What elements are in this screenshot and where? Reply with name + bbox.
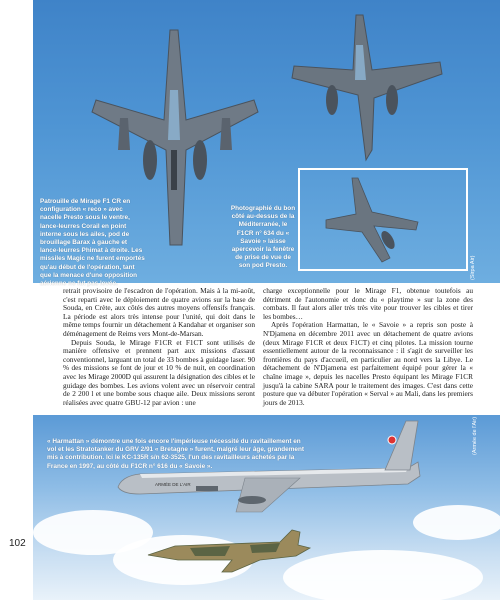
paragraph: retrait provisoire de l'escadron de l'opération. Mais à la mi-août, c'est reparti avec le déploiement de quatre avions sur la base de Souda, en Crète, aux côtés des autres moyens offensifs français. La période est alors très intense pour l'unité, qui doit dans le même temps fournir un détachement à Kandahar et organiser son déménagement de Reims vers Mont-de-Marsan. — [63, 286, 255, 338]
credit-top: (Sirpa Air) — [470, 255, 476, 280]
caption-top-left: Patrouille de Mirage F1 CR en configuration « reco » avec nacelle Presto sous le ventre, lance-leurres Corail en point interne sous les ailes, pod de brouillage Barax à gauche et lance-leurres Phimat à droite. Les missiles Magic ne furent emportés qu'au début de l'opération, tant que la menace d'une opposition aérienne ne fut pas levée. — [40, 198, 145, 288]
page-number: 102 — [9, 538, 26, 549]
paragraph: Après l'opération Harmattan, le « Savoie » a repris son poste à N'Djamena en décembre 2011 avec un détachement de quatre avions (deux Mirage F1CR et deux F1CT) et cinq pilotes. La mission tourne essentiellement autour de la reconnaissance : il s'agit de surveiller les frontières du pays d'accueil, en particulier au nord vers la Libye. Le détachement de N'Djamena est parfaitement équipé pour gérer la « chaîne image », depuis les nacelles Presto équipant les Mirage F1CR jusqu'à la cabine SARA pour le traitement des images. C'est dans cette posture que va débuter l'opération « Serval » au Mali, dans les premiers jours de 2013. — [263, 320, 473, 407]
tanker-marking: ARMÉE DE L'AIR — [155, 482, 191, 487]
mirage-jet-camo — [148, 530, 310, 572]
credit-bottom: (Armée de l'Air) — [472, 416, 478, 455]
paragraph: Depuis Souda, le Mirage F1CR et F1CT sont utilisés de manière offensive et prennent part aux missions d'assaut conventionnel, larguant un total de 33 bombes à guidage laser. 90 % des missions se font de jour et 10 % de nuit, en coordination avec les Mirage 2000D qui assurent la désignation des cibles et le guidage des bombes. Les avions volent avec un réservoir central de 2 200 l et une bombe sous chaque aile. Deux missions seront réalisées avec quatre GBU-12 par avion : une — [63, 337, 255, 407]
caption-inset: Photographié du bon côté au-dessus de la Méditerranée, le F1CR n° 634 du « Savoie » laisse apercevoir la fenêtre de prise de vue de son pod Presto. — [230, 205, 296, 270]
paragraph: charge exceptionnelle pour le Mirage F1, obtenue toutefois au détriment de l'autonomie et donc du « playtime » sur la zone des combats. Il faut alors aller très très vite pour trouver les cibles et tirer les bombes… — [263, 286, 473, 321]
caption-bottom: « Harmattan » démontre une fois encore l'impérieuse nécessité du ravitaillement en vol et les Stratotanker du GRV 2/91 « Bretagne » furent, malgré leur âge, grandement mis à contribution. Ici le KC-135R s/n 62-3525, l'un des ravitailleurs achetés par la France en 1997, au côté du F1CR n° 616 du « Savoie ». — [47, 438, 305, 470]
